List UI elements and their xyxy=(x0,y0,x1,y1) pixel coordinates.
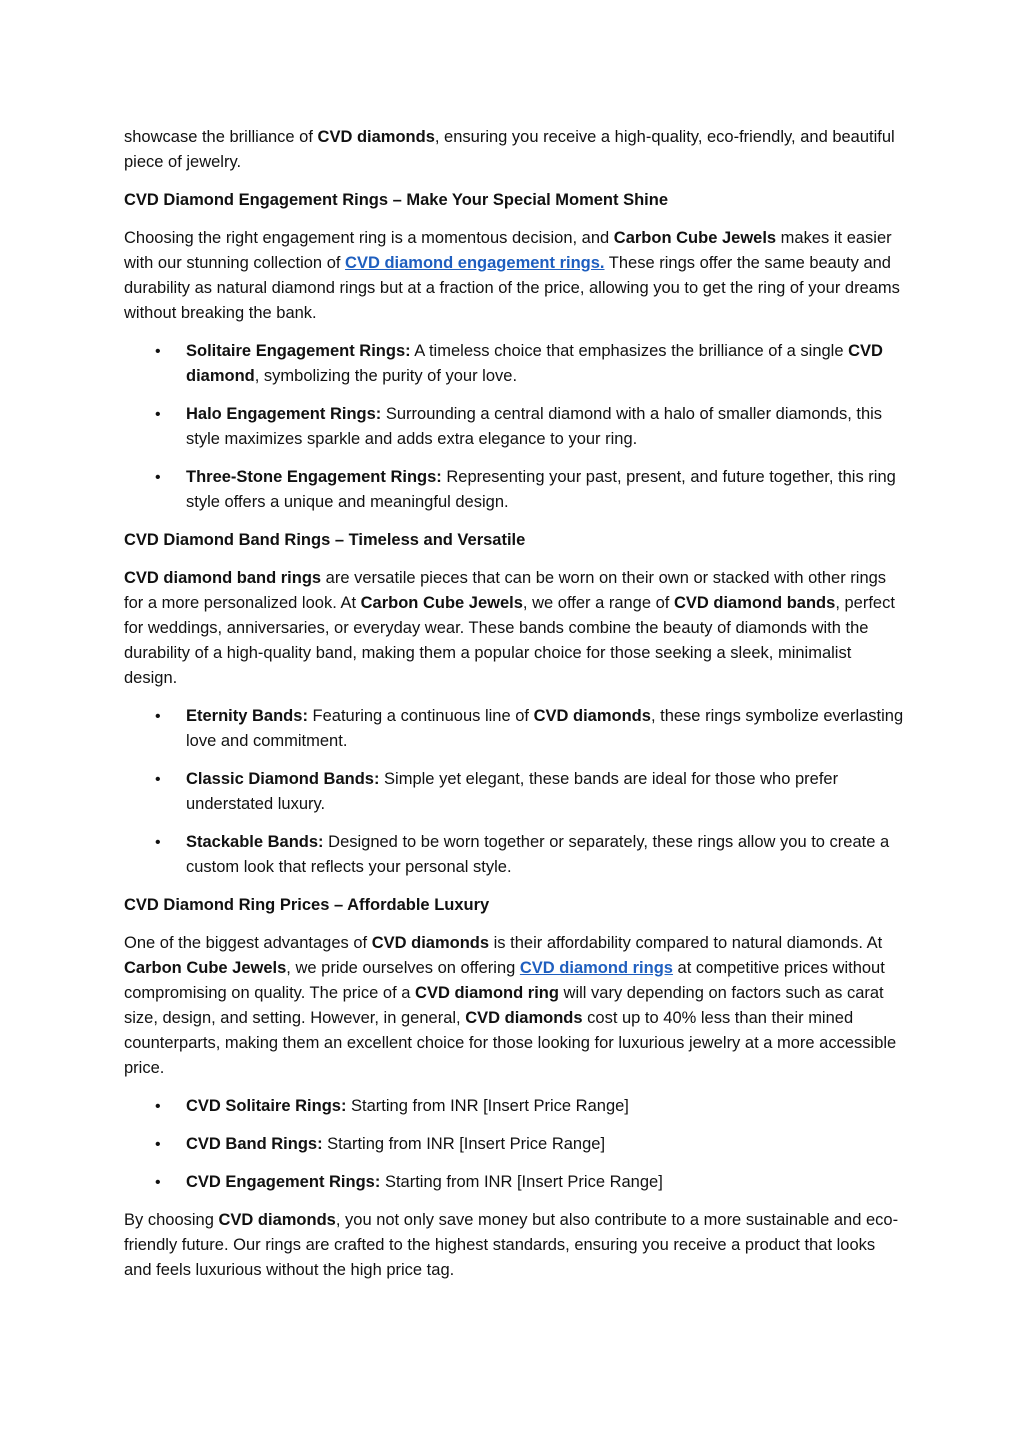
list-item: • Classic Diamond Bands: Simple yet elegant, these bands are ideal for those who prefer understated luxury. xyxy=(186,767,904,817)
list-item: • CVD Solitaire Rings: Starting from INR [Insert Price Range] xyxy=(186,1094,904,1119)
closing-paragraph: By choosing CVD diamonds, you not only save money but also contribute to a more sustainable and eco-friendly future. Our rings are crafted to the highest standards, ensuring you receive a product that looks and feels luxurious without the high price tag. xyxy=(124,1211,899,1279)
list-item: • CVD Band Rings: Starting from INR [Insert Price Range] xyxy=(186,1132,904,1157)
bullet-icon: • xyxy=(155,708,161,725)
prices-paragraph: One of the biggest advantages of CVD diamonds is their affordability compared to natural diamonds. At Carbon Cube Jewels, we pride ourselves on offering CVD diamond rings at competitive prices without compromising on quality. The price of a CVD diamond ring will vary depending on factors such as carat size, design, and setting. However, in general, CVD diamonds cost up to 40% less than their mined counterparts, making them an excellent choice for those looking for luxurious jewelry at a more accessible price. xyxy=(124,934,897,1077)
engagement-paragraph: Choosing the right engagement ring is a momentous decision, and Carbon Cube Jewels makes it easier with our stunning collection of CVD diamond engagement rings. These rings offer the same beauty and durability as natural diamond rings but at a fraction of the price, allowing you to get the ring of your dreams without breaking the bank. xyxy=(124,229,900,322)
bullet-icon: • xyxy=(155,469,161,486)
intro-paragraph: showcase the brilliance of CVD diamonds, ensuring you receive a high-quality, eco-friendly, and beautiful piece of jewelry. xyxy=(124,128,895,171)
bullet-icon: • xyxy=(155,1136,161,1153)
list-item: • Three-Stone Engagement Rings: Representing your past, present, and future together, this ring style offers a unique and meaningful design. xyxy=(186,465,904,515)
engagement-rings-link[interactable]: CVD diamond engagement rings. xyxy=(345,254,605,272)
engagement-list xyxy=(124,339,904,515)
list-item: • Solitaire Engagement Rings: A timeless choice that emphasizes the brilliance of a single CVD diamond, symbolizing the purity of your love. xyxy=(186,339,904,389)
bullet-icon: • xyxy=(155,1174,161,1191)
list-item: • Stackable Bands: Designed to be worn together or separately, these rings allow you to create a custom look that reflects your personal style. xyxy=(186,830,904,880)
bands-list xyxy=(124,704,904,880)
bullet-icon: • xyxy=(155,834,161,851)
bullet-icon: • xyxy=(155,1098,161,1115)
document-page xyxy=(124,125,904,1296)
list-item: • Eternity Bands: Featuring a continuous line of CVD diamonds, these rings symbolize everlasting love and commitment. xyxy=(186,704,904,754)
bullet-icon: • xyxy=(155,406,161,423)
bullet-icon: • xyxy=(155,343,161,360)
bullet-icon: • xyxy=(155,771,161,788)
prices-heading: CVD Diamond Ring Prices – Affordable Luxury xyxy=(124,896,490,914)
bands-paragraph: CVD diamond band rings are versatile pieces that can be worn on their own or stacked with other rings for a more personalized look. At Carbon Cube Jewels, we offer a range of CVD diamond bands, perfect for weddings, anniversaries, or everyday wear. These bands combine the beauty of diamonds with the durability of a high-quality band, making them a popular choice for those seeking a sleek, minimalist design. xyxy=(124,569,895,687)
list-item: • CVD Engagement Rings: Starting from INR [Insert Price Range] xyxy=(186,1170,904,1195)
diamond-rings-link[interactable]: CVD diamond rings xyxy=(519,959,673,977)
prices-list xyxy=(124,1094,904,1195)
list-item: • Halo Engagement Rings: Surrounding a central diamond with a halo of smaller diamonds, this style maximizes sparkle and adds extra elegance to your ring. xyxy=(186,402,904,452)
bands-heading: CVD Diamond Band Rings – Timeless and Versatile xyxy=(124,531,526,549)
engagement-heading: CVD Diamond Engagement Rings – Make Your Special Moment Shine xyxy=(124,191,668,209)
